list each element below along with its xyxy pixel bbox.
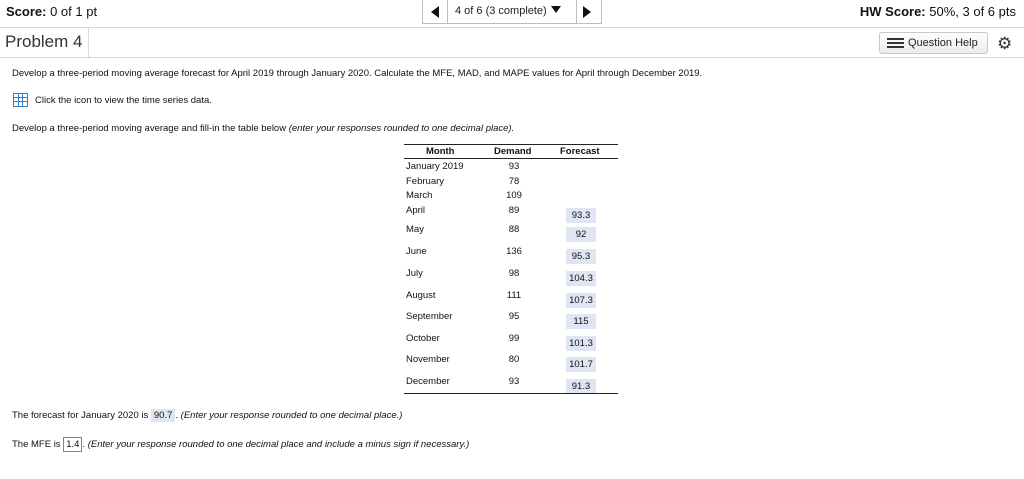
next-question-icon[interactable] bbox=[583, 6, 593, 18]
table-rule bbox=[404, 393, 618, 394]
table-row bbox=[404, 311, 618, 325]
table-row bbox=[404, 268, 618, 282]
answer-note: (Enter your response rounded to one decimal place.) bbox=[180, 410, 403, 421]
score bbox=[6, 4, 97, 19]
table-row bbox=[404, 161, 618, 175]
demand-cell: 95 bbox=[508, 311, 520, 322]
month-cell: September bbox=[406, 311, 453, 322]
forecast-input[interactable]: 101.3 bbox=[566, 336, 596, 351]
previous-question-icon[interactable] bbox=[431, 6, 441, 18]
answer-text: The MFE is bbox=[12, 439, 64, 450]
table-instruction-text: Develop a three-period moving average and fill-in the table below bbox=[12, 123, 289, 134]
data-table-icon[interactable] bbox=[13, 93, 28, 107]
table-row bbox=[404, 333, 618, 347]
month-cell: January 2019 bbox=[406, 161, 464, 172]
demand-cell: 99 bbox=[508, 333, 520, 344]
mfe-input[interactable]: 1.4 bbox=[63, 437, 82, 452]
hw-score-value: 50%, 3 of 6 pts bbox=[929, 4, 1016, 19]
answer-text: The forecast for January 2020 is bbox=[12, 410, 151, 421]
table-rule bbox=[404, 158, 618, 159]
table-row bbox=[404, 246, 618, 260]
demand-cell: 93 bbox=[508, 376, 520, 387]
table-rule bbox=[404, 144, 618, 145]
forecast-input[interactable]: 92 bbox=[566, 227, 596, 242]
question-navigator bbox=[422, 0, 602, 24]
january-forecast-answer bbox=[12, 409, 402, 422]
demand-cell: 109 bbox=[506, 190, 522, 201]
question-select-label: 4 of 6 (3 complete) bbox=[455, 5, 547, 17]
score-value: 0 of 1 pt bbox=[50, 4, 98, 19]
month-cell: March bbox=[406, 190, 433, 201]
problem-title-bar bbox=[0, 27, 1024, 58]
forecast-input[interactable]: 91.3 bbox=[566, 379, 596, 394]
demand-cell: 98 bbox=[508, 268, 520, 279]
list-icon bbox=[887, 38, 904, 49]
gear-icon[interactable]: ⚙ bbox=[997, 34, 1013, 53]
table-row bbox=[404, 190, 618, 204]
instruction-text: Develop a three-period moving average forecast for April 2019 through January 2020. Calculate the MFE, MAD, and MAPE values for April through December 2019. bbox=[12, 68, 703, 79]
month-cell: November bbox=[406, 354, 450, 365]
answer-text: . bbox=[175, 410, 181, 421]
month-cell: July bbox=[406, 268, 423, 279]
table-row bbox=[404, 376, 618, 390]
question-help-label: Question Help bbox=[908, 37, 978, 49]
chevron-down-icon bbox=[551, 6, 561, 13]
table-row bbox=[404, 176, 618, 190]
forecast-input[interactable]: 104.3 bbox=[566, 271, 596, 286]
forecast-input[interactable]: 95.3 bbox=[566, 249, 596, 264]
score-label: Score: bbox=[6, 4, 47, 19]
table-instruction-note: (enter your responses rounded to one decimal place). bbox=[288, 123, 515, 134]
demand-cell: 111 bbox=[506, 290, 522, 301]
month-cell: May bbox=[406, 224, 424, 235]
column-header-month: Month bbox=[426, 146, 455, 157]
demand-cell: 78 bbox=[508, 176, 520, 187]
answer-text: . bbox=[82, 439, 88, 450]
hw-score bbox=[860, 4, 1016, 19]
hw-score-label: HW Score: bbox=[859, 4, 926, 19]
problem-title: Problem 4 bbox=[0, 28, 89, 58]
month-cell: December bbox=[406, 376, 450, 387]
forecast-input[interactable]: 93.3 bbox=[566, 208, 596, 223]
month-cell: June bbox=[406, 246, 427, 257]
month-cell: February bbox=[406, 176, 445, 187]
month-cell: April bbox=[406, 205, 426, 216]
table-row bbox=[404, 224, 618, 238]
forecast-input[interactable]: 107.3 bbox=[566, 293, 596, 308]
top-bar bbox=[0, 0, 1024, 26]
table-row bbox=[404, 290, 618, 304]
table-row bbox=[404, 354, 618, 368]
table-row bbox=[404, 205, 618, 219]
nav-divider bbox=[576, 0, 577, 23]
demand-cell: 93 bbox=[508, 161, 520, 172]
demand-cell: 80 bbox=[508, 354, 520, 365]
view-data-link-text: Click the icon to view the time series data. bbox=[35, 95, 212, 106]
month-cell: October bbox=[406, 333, 440, 344]
answer-note: (Enter your response rounded to one decimal place and include a minus sign if necessary.) bbox=[87, 439, 470, 450]
demand-cell: 136 bbox=[506, 246, 522, 257]
month-cell: August bbox=[406, 290, 436, 301]
question-help-button[interactable] bbox=[879, 32, 988, 54]
demand-cell: 89 bbox=[508, 205, 520, 216]
forecast-input[interactable]: 115 bbox=[566, 314, 596, 329]
column-header-demand: Demand bbox=[494, 146, 532, 157]
mfe-answer bbox=[12, 437, 469, 452]
table-instruction bbox=[12, 123, 514, 134]
column-header-forecast: Forecast bbox=[560, 146, 600, 157]
demand-cell: 88 bbox=[508, 224, 520, 235]
forecast-input[interactable]: 101.7 bbox=[566, 357, 596, 372]
nav-divider bbox=[447, 0, 448, 23]
question-select[interactable] bbox=[455, 5, 561, 17]
january-forecast-input[interactable]: 90.7 bbox=[151, 409, 176, 422]
